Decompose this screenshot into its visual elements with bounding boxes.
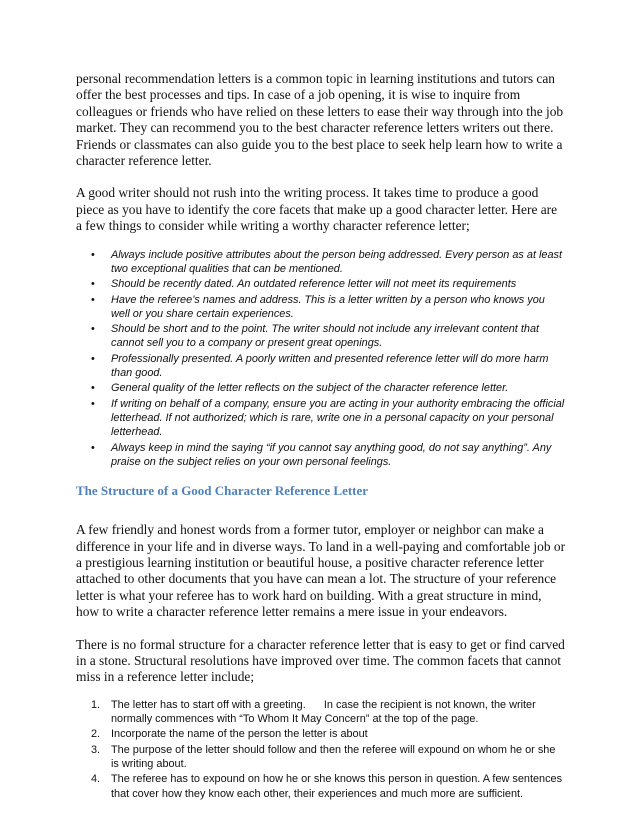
bullet-icon: • [91,397,95,410]
structure-numbered-list [76,698,566,801]
structure-paragraph: A few friendly and honest words from a former tutor, employer or neighbor can make a difference in your life and in diverse ways. To land in a well-paying and comfortable job or a prestigious learning institution or beautiful house, a positive character reference letter attached to other documents that you have can mean a lot. The structure of your reference letter is what your referee has to work hard on building. With a great structure in mind, how to write a character reference letter remains a mere issue in your endeavors. [76,522,566,620]
list-item-text: The letter has to start off with a greeting. In case the recipient is not known, the writer normally commences with “To Whom It May Concern” at the top of the page. [111,698,539,726]
list-item [76,772,566,801]
list-item [76,397,566,440]
list-item-text: Always keep in mind the saying “if you cannot say anything good, do not say anything”. Any praise on the subject relies on your own personal feelings. [111,441,552,468]
considerations-paragraph: A good writer should not rush into the writing process. It takes time to produce a good piece as you have to identify the core facets that make up a good character letter. Here are a few things to consider while writing a worthy character reference letter; [76,185,558,234]
list-item [76,698,566,727]
list-item-text: Professionally presented. A poorly written and presented reference letter will do more harm than good. [111,352,549,380]
list-number: 2. [91,728,101,741]
list-item-text: Should be short and to the point. The writer should not include any irrelevant content that cannot sell you to a company or present great openings. [111,323,540,350]
list-item [76,727,566,741]
bullet-icon: • [91,352,95,365]
list-number: 3. [91,743,101,756]
section-heading: The Structure of a Good Character Reference Letter [76,483,369,499]
list-item [76,293,566,322]
bullet-icon: • [91,323,95,336]
list-number: 4. [91,773,101,786]
list-item-text: Incorporate the name of the person the letter is about [111,728,368,741]
bullet-icon: • [91,278,95,291]
list-item-text: Should be recently dated. An outdated reference letter will not meet its requirements [111,278,517,291]
list-item-text: If writing on behalf of a company, ensure you are acting in your authority embracing the official letterhead. If not authorized; which is rare, write one in a personal capacity on your personal letterhead. [111,397,565,439]
list-item [76,441,566,470]
list-item [76,248,566,277]
list-item [76,352,566,381]
list-item-text: The purpose of the letter should follow and then the referee will expound on whom he or she is writing about. [111,743,556,770]
list-item [76,322,566,351]
tips-bullet-list [76,248,566,469]
facets-paragraph: There is no formal structure for a character reference letter that is easy to get or find carved in a stone. Structural resolutions have improved over time. The common facets that cannot miss in a reference letter include; [76,636,565,685]
list-item [76,381,566,395]
list-item [76,277,566,291]
list-item-text: Always include positive attributes about the person being addressed. Every person as at least two exceptional qualities that can be mentioned. [111,248,563,275]
bullet-icon: • [91,382,95,395]
list-number: 1. [91,698,101,711]
bullet-icon: • [91,293,95,306]
list-item-text: The referee has to expound on how he or she knows this person in question. A few sentences that cover how they know each other, their experiences and much more are sufficient. [111,773,563,800]
bullet-icon: • [91,441,95,454]
list-item [76,743,566,772]
intro-paragraph: personal recommendation letters is a common topic in learning institutions and tutors can offer the best processes and tips. In case of a job opening, it is wise to inquire from colleagues or friends who have relied on these letters to ease their way through into the job market. They can recommend you to the best character reference letters writers out there. Friends or classmates can also guide you to the best place to seek help learn how to write a character reference letter. [76,71,564,169]
list-item-text: Have the referee’s names and address. This is a letter written by a person who knows you well or you share certain experiences. [111,293,545,320]
list-item-text: General quality of the letter reflects on the subject of the character reference letter. [111,382,509,395]
bullet-icon: • [91,248,95,261]
